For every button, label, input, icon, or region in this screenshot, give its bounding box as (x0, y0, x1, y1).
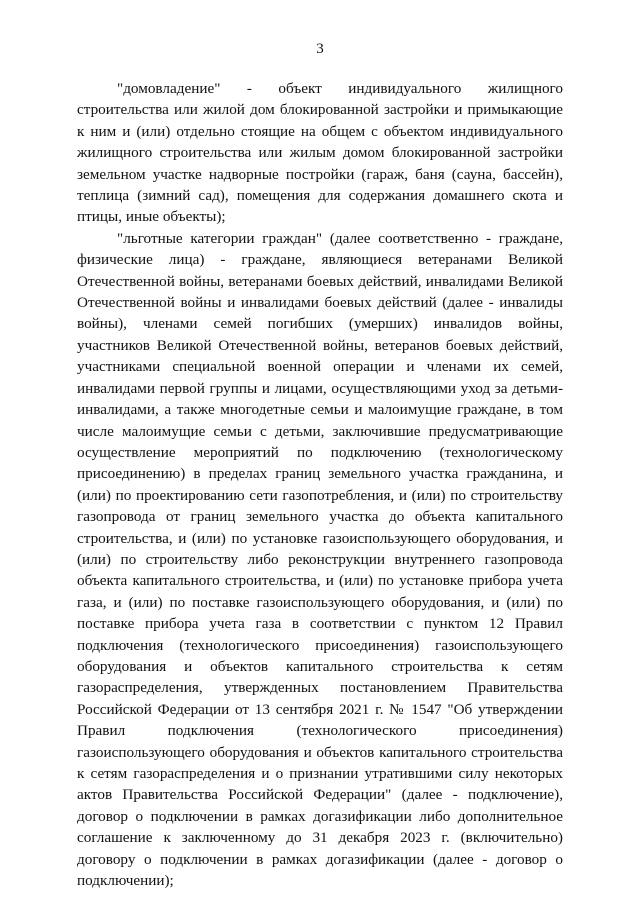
paragraph-preferential-categories-definition: "льготные категории граждан" (далее соответственно - граждане, физические лица) - граждане, являющиеся ветеранами Великой Отечественной войны, ветеранами боевых действий, инвалидами Великой Отечественной войны и инвалидами боевых действий (далее - инвалиды войны), членами семей погибших (умерших) инвалидов войны, участников Великой Отечественной войны, ветеранов боевых действий, участниками специальной военной операции и членами их семей, инвалидами первой группы и лицами, осуществляющими уход за детьми-инвалидами, а также многодетные семьи и малоимущие граждане, в том числе малоимущие семьи с детьми, заключившие предусматривающие осуществление мероприятий по подключению (технологическому присоединению) в пределах границ земельного участка гражданина, и (или) по проектированию сети газопотребления, и (или) по строительству газопровода от границ земельного участка до объекта капитального строительства, и (или) по установке газоиспользующего оборудования, и (или) по строительству либо реконструкции внутреннего газопровода объекта капитального строительства, и (или) по установке прибора учета газа, и (или) по поставке газоиспользующего оборудования, и (или) по поставке прибора учета газа в соответствии с пунктом 12 Правил подключения (технологического присоединения) газоиспользующего оборудования и объектов капитального строительства к сетям газораспределения, утвержденных постановлением Правительства Российской Федерации от 13 сентября 2021 г. № 1547 "Об утверждении Правил подключения (технологического присоединения) газоиспользующего оборудования и объектов капитального строительства к сетям газораспределения и о признании утратившими силу некоторых актов Правительства Российской Федерации" (далее - подключение), договор о подключении в рамках догазификации либо дополнительное соглашение к заключенному до 31 декабря 2023 г. (включительно) договору о подключении в рамках догазификации (далее - договор о подключении); (77, 229, 563, 890)
paragraph-homeownership-definition: "домовладение" - объект индивидуального жилищного строительства или жилой дом блокированной застройки и примыкающие к ним и (или) отдельно стоящие на общем с объектом индивидуального жилищного строительства или жилым домом блокированной застройки земельном участке надворные постройки (гараж, баня (сауна, бассейн), теплица (зимний сад), помещения для содержания домашнего скота и птицы, иные объекты); (77, 80, 563, 226)
document-body (77, 78, 563, 891)
page-number: 3 (316, 41, 324, 57)
